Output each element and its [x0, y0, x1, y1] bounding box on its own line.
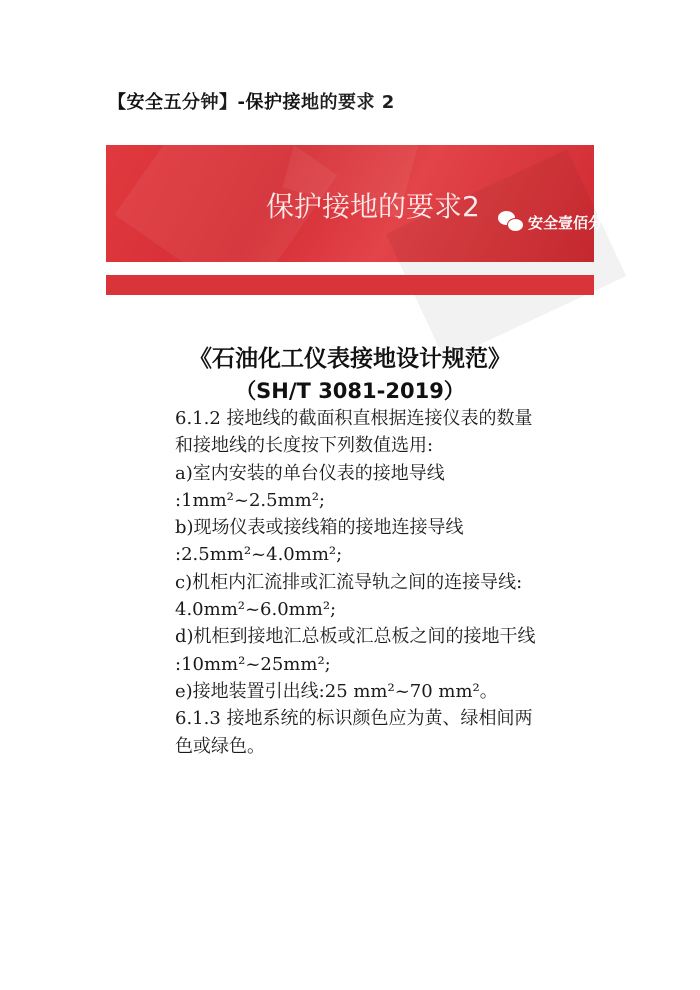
content-line: 4.0mm²~6.0mm²;	[175, 599, 337, 621]
banner-heading: 保护接地的要求2	[266, 190, 480, 223]
content-line: 6.1.3 接地系统的标识颜色应为黄、绿相间两	[175, 708, 533, 730]
brand-logo	[498, 211, 603, 233]
content-line: :10mm²~25mm²;	[175, 653, 331, 675]
standard-title: 《石油化工仪表接地设计规范》	[189, 346, 511, 372]
content-body	[175, 405, 595, 760]
content-line: d)机柜到接地汇总板或汇总板之间的接地干线	[175, 626, 536, 648]
content-line: 和接地线的长度按下列数值选用:	[175, 435, 434, 457]
content-line: c)机柜内汇流排或汇流导轨之间的连接导线:	[175, 571, 523, 593]
document-title: 【安全五分钟】-保护接地的要求 2	[108, 92, 395, 113]
banner-image	[106, 145, 604, 262]
brand-name: 安全壹佰分	[528, 213, 604, 232]
content-line: e)接地装置引出线:25 mm²~70 mm²。	[175, 680, 498, 702]
divider-strip	[106, 275, 594, 295]
content-line: a)室内安装的单台仪表的接地导线	[175, 462, 445, 484]
banner-facet	[386, 149, 626, 360]
wechat-icon	[498, 211, 524, 233]
content-line: :1mm²~2.5mm²;	[175, 489, 325, 511]
standard-code: （SH/T 3081-2019）	[235, 379, 465, 403]
content-line: :2.5mm²~4.0mm²;	[175, 544, 343, 566]
content-line: b)现场仪表或接线箱的接地连接导线	[175, 517, 464, 539]
content-line: 6.1.2 接地线的截面积直根据连接仪表的数量	[175, 408, 533, 429]
content-line: 色或绿色。	[175, 735, 265, 757]
